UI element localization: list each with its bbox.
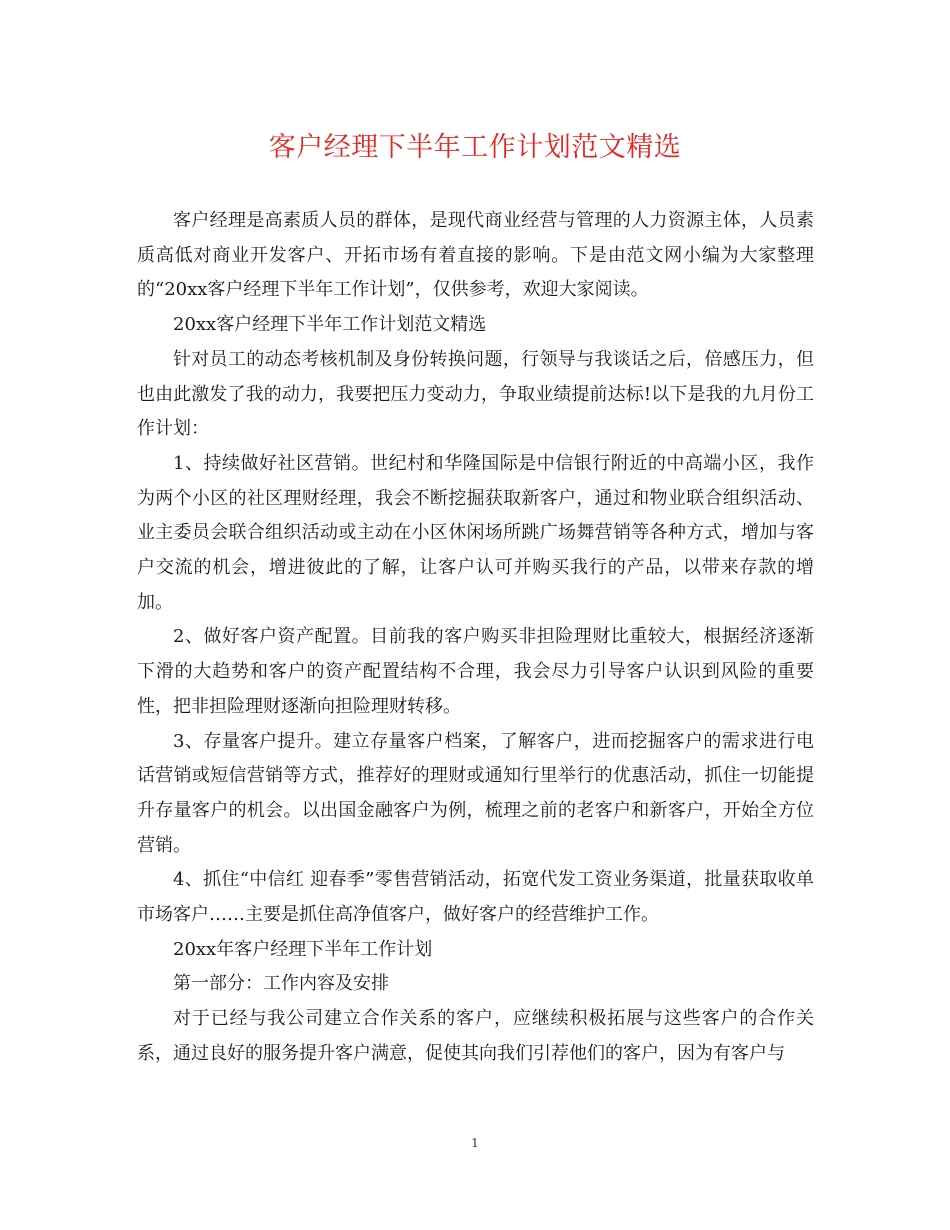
paragraph-section-heading: 20xx年客户经理下半年工作计划 — [173, 938, 433, 960]
paragraph-item-3: 3、存量客户提升。建立存量客户档案，了解客户，进而挖掘客户的需求进行电话营销或短信营销等方式，推荐好的理财或通知行里举行的优惠活动，抓住一切能提升存量客户的机会。以出国金融客户为例，梳理之前的老客户和新客户，开始全方位营销。 — [137, 730, 814, 856]
paragraph-intro: 客户经理是高素质人员的群体，是现代商业经营与管理的人力资源主体，人员素质高低对商业开发客户、开拓市场有着直接的影响。下是由范文网小编为大家整理的“20xx客户经理下半年工作计划”，仅供参考，欢迎大家阅读。 — [137, 210, 814, 301]
document-title: 客户经理下半年工作计划范文精选 — [268, 132, 682, 163]
page-number: 1 — [471, 1136, 479, 1150]
paragraph-item-4: 4、抓住“中信红 迎春季”零售营销活动，拓宽代发工资业务渠道，批量获取收单市场客户……主要是抓住高净值客户，做好客户的经营维护工作。 — [137, 869, 814, 926]
paragraph-background: 针对员工的动态考核机制及身份转换问题，行领导与我谈话之后，倍感压力，但也由此激发了我的动力，我要把压力变动力，争取业绩提前达标!以下是我的九月份工作计划： — [137, 348, 814, 440]
paragraph-item-1: 1、持续做好社区营销。世纪村和华隆国际是中信银行附近的中高端小区，我作为两个小区的社区理财经理，我会不断挖掘获取新客户，通过和物业联合组织活动、业主委员会联合组织活动或主动在小区休闲场所跳广场舞营销等各种方式，增加与客户交流的机会，增进彼此的了解，让客户认可并购买我行的产品，以带来存款的增加。 — [137, 452, 814, 613]
paragraph-item-2: 2、做好客户资产配置。目前我的客户购买非担险理财比重较大，根据经济逐渐下滑的大趋势和客户的资产配置结构不合理，我会尽力引导客户认识到风险的重要性，把非担险理财逐渐向担险理财转移。 — [137, 626, 814, 717]
paragraph-clients: 对于已经与我公司建立合作关系的客户，应继续积极拓展与这些客户的合作关系，通过良好的服务提升客户满意，促使其向我们引荐他们的客户，因为有客户与 — [137, 1008, 814, 1064]
document-body — [137, 204, 814, 1072]
paragraph-part-heading: 第一部分：工作内容及安排 — [173, 973, 389, 995]
paragraph-subtitle: 20xx客户经理下半年工作计划范文精选 — [173, 314, 487, 336]
